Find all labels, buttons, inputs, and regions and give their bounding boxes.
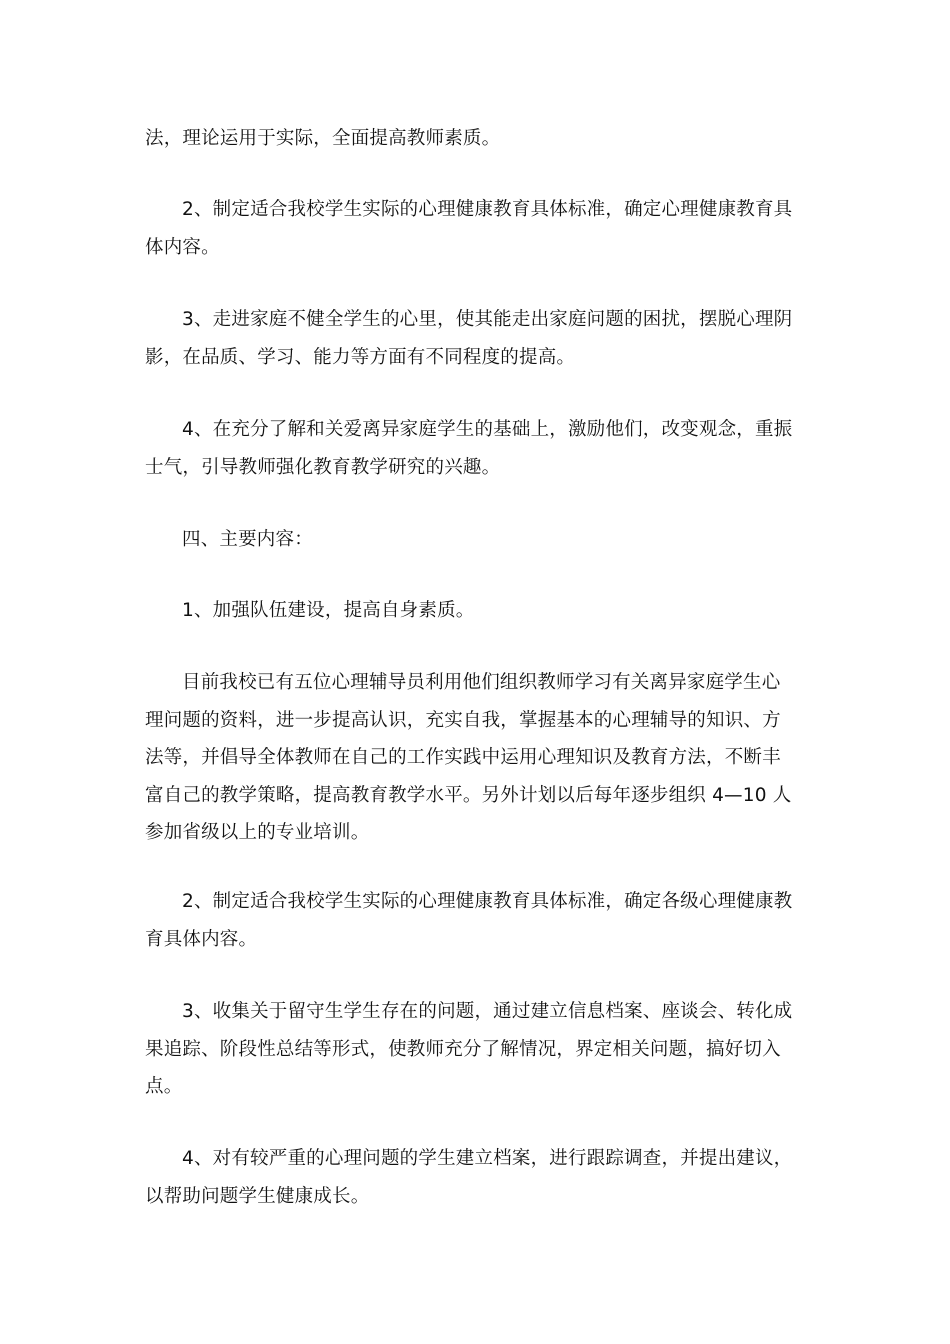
text-line: 1、加强队伍建设，提高自身素质。 <box>182 600 475 621</box>
text-line: 富自己的教学策略，提高教育教学水平。另外计划以后每年逐步组织 4—10 人 <box>145 784 792 806</box>
text-line: 点。 <box>145 1076 183 1097</box>
text-line: 3、走进家庭不健全学生的心里，使其能走出家庭问题的困扰，摆脱心理阴 <box>182 309 793 330</box>
text-line: 2、制定适合我校学生实际的心理健康教育具体标准，确定心理健康教育具 <box>182 199 793 220</box>
text-line: 影，在品质、学习、能力等方面有不同程度的提高。 <box>145 346 576 368</box>
section-heading-main-content <box>145 521 815 559</box>
text-line: 士气，引导教师强化教育教学研究的兴趣。 <box>145 456 501 478</box>
text-line: 3、收集关于留守生学生存在的问题，通过建立信息档案、座谈会、转化成 <box>182 1001 793 1022</box>
text-line: 育具体内容。 <box>145 928 258 950</box>
text-line: 目前我校已有五位心理辅导员利用他们组织教师学习有关离异家庭学生心 <box>182 672 781 693</box>
text-line: 以帮助问题学生健康成长。 <box>145 1185 370 1207</box>
text-line: 4、在充分了解和关爱离异家庭学生的基础上，激励他们，改变观念，重振 <box>182 419 793 440</box>
paragraph-content-2 <box>145 883 815 958</box>
text-line: 参加省级以上的专业培训。 <box>145 822 370 843</box>
text-line: 四、主要内容： <box>182 529 313 550</box>
text-line: 果追踪、阶段性总结等形式，使教师充分了解情况，界定相关问题，搞好切入 <box>145 1038 781 1060</box>
paragraph-content-4 <box>145 1140 815 1215</box>
paragraph-goal-2 <box>145 191 815 266</box>
text-line: 法等，并倡导全体教师在自己的工作实践中运用心理知识及教育方法，不断丰 <box>145 747 781 768</box>
text-line: 体内容。 <box>145 236 220 258</box>
paragraph-continuation <box>145 120 815 158</box>
paragraph-content-3 <box>145 993 815 1106</box>
text-line: 理问题的资料，进一步提高认识，充实自我，掌握基本的心理辅导的知识、方 <box>145 709 781 731</box>
paragraph-goal-3 <box>145 301 815 376</box>
paragraph-goal-4 <box>145 411 815 486</box>
text-line: 法，理论运用于实际，全面提高教师素质。 <box>145 128 501 149</box>
text-line: 4、对有较严重的心理问题的学生建立档案，进行跟踪调查，并提出建议， <box>182 1148 793 1169</box>
paragraph-content-1-detail <box>145 664 815 852</box>
text-line: 2、制定适合我校学生实际的心理健康教育具体标准，确定各级心理健康教 <box>182 891 793 912</box>
paragraph-content-1 <box>145 592 815 630</box>
